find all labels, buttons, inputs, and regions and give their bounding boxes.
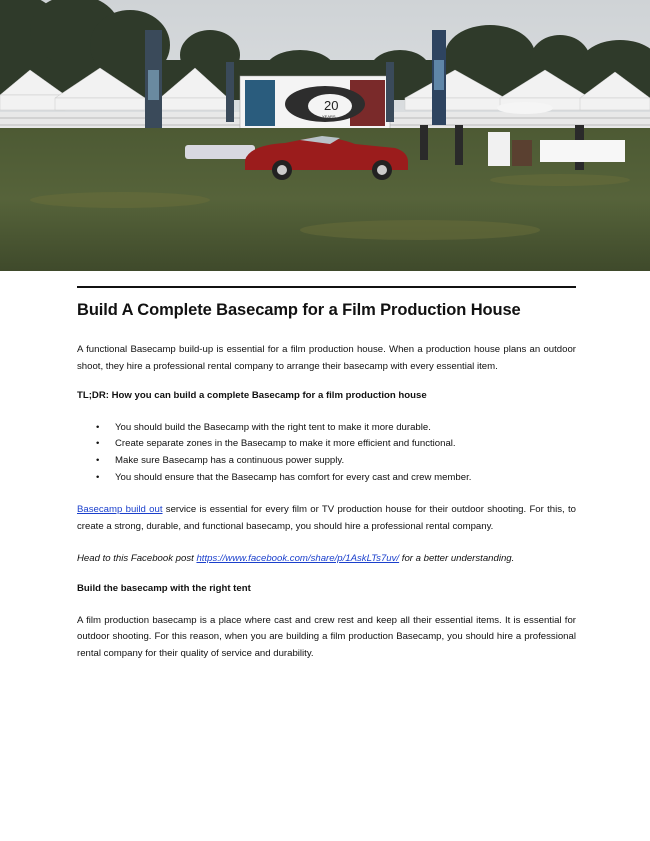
tent-paragraph: A film production basecamp is a place where cast and crew rest and keep all their essential items. It is essential for outdoor shooting. For this reason, when you are building a film production Basecamp, you should hire a professional rental company for their quality of service and durability.	[77, 614, 576, 659]
section-heading: Build the basecamp with the right tent	[77, 582, 251, 594]
list-item-text: You should build the Basecamp with the right tent to make it more durable.	[115, 421, 431, 433]
list-item	[77, 436, 576, 453]
list-item-text: You should ensure that the Basecamp has comfort for every cast and crew member.	[115, 471, 472, 483]
hero-photo-event-lawn	[0, 0, 650, 271]
article	[77, 286, 576, 662]
banner-subtext: YEARS	[322, 114, 336, 119]
bullet-icon: •	[96, 471, 100, 483]
list-item-text: Create separate zones in the Basecamp to make it more efficient and functional.	[115, 438, 456, 450]
facebook-post-link[interactable]: https://www.facebook.com/share/p/1AskLTs7uv/	[196, 553, 400, 565]
banner-number: 20	[324, 98, 339, 113]
basecamp-build-out-link[interactable]: Basecamp build out	[77, 504, 163, 516]
bullet-icon: •	[96, 454, 100, 466]
list-item-text: Make sure Basecamp has a continuous power supply.	[115, 454, 345, 466]
article-title: Build A Complete Basecamp for a Film Production House	[77, 301, 521, 319]
bullet-icon: •	[96, 438, 100, 450]
title-divider	[77, 286, 576, 288]
facebook-paragraph	[77, 551, 576, 568]
intro-paragraph: A functional Basecamp build-up is essential for a film production house. When a production house plans an outdoor shoot, they hire a professional rental company to arrange their basecamp with every essential item.	[77, 344, 576, 372]
facebook-suffix: for a better understanding.	[399, 553, 515, 565]
bullet-icon: •	[96, 421, 100, 433]
facebook-prefix: Head to this Facebook post	[77, 553, 197, 565]
basecamp-paragraph-text: service is essential for every film or TV production house for their outdoor shooting. For this, to create a strong, durable, and functional basecamp, you should hire a professional rental company.	[77, 504, 577, 532]
bullet-list	[77, 420, 576, 486]
tldr-heading: TL;DR: How you can build a complete Basecamp for a film production house	[77, 390, 427, 402]
basecamp-paragraph	[77, 502, 576, 535]
list-item	[77, 453, 576, 470]
list-item	[77, 470, 576, 487]
hero-image	[0, 0, 650, 271]
list-item	[77, 420, 576, 437]
